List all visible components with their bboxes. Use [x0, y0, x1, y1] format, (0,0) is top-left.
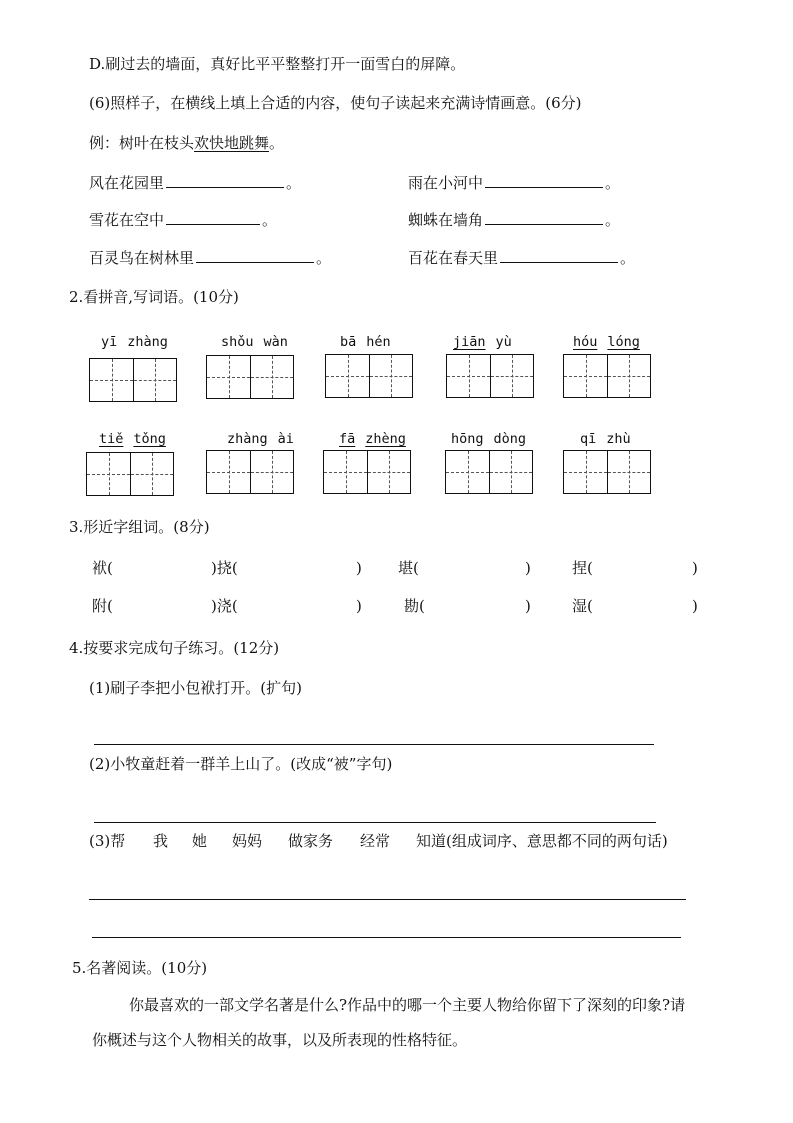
pinyin-syllable: shǒu	[221, 334, 254, 350]
example-prefix: 例：树叶在枝头	[89, 134, 195, 152]
q4-title: 4.按要求完成句子练习。(12分)	[69, 639, 280, 657]
q2-title: 2.看拼音,写词语。(10分)	[69, 288, 239, 306]
sentence-3-word: 我	[153, 832, 169, 850]
fill-item	[89, 173, 301, 193]
char-prompt: )	[525, 559, 531, 577]
answer-line[interactable]	[89, 899, 686, 900]
char-prompt: 附(	[92, 597, 113, 615]
pinyin-syllable: zhàng	[227, 431, 268, 447]
pinyin-syllable: wàn	[263, 334, 288, 350]
grid-cell[interactable]	[447, 355, 490, 397]
sentence-3-word: 知道(组成词序、意思都不同的两句话)	[416, 832, 668, 850]
writing-grid[interactable]	[89, 358, 177, 402]
char-prompt: )	[356, 597, 362, 615]
writing-grid[interactable]	[563, 354, 651, 398]
writing-grid[interactable]	[446, 354, 534, 398]
pinyin-syllable: zhù	[606, 431, 631, 447]
fill-item-end: 。	[262, 211, 278, 229]
grid-cell[interactable]	[369, 355, 412, 397]
fill-item	[89, 248, 331, 268]
example-sentence	[89, 133, 284, 153]
grid-cell[interactable]	[250, 451, 293, 493]
grid-cell[interactable]	[326, 355, 369, 397]
fill-item-text: 风在花园里	[89, 174, 165, 192]
grid-cell[interactable]	[564, 355, 607, 397]
pinyin-syllable: ài	[277, 431, 294, 447]
pinyin-syllable: fā	[339, 431, 356, 447]
pinyin-label	[227, 430, 304, 448]
char-prompt: 捏(	[572, 559, 593, 577]
grid-cell[interactable]	[207, 451, 250, 493]
char-prompt: )	[692, 559, 698, 577]
grid-cell[interactable]	[607, 355, 650, 397]
fill-blank[interactable]	[485, 210, 603, 225]
pinyin-label	[573, 333, 650, 351]
fill-blank[interactable]	[485, 173, 603, 188]
writing-grid[interactable]	[325, 354, 413, 398]
pinyin-syllable: lóng	[607, 334, 640, 350]
answer-line[interactable]	[94, 822, 656, 823]
grid-cell[interactable]	[489, 451, 532, 493]
pinyin-syllable: yù	[495, 334, 512, 350]
char-prompt: )	[525, 597, 531, 615]
pinyin-syllable: hōng	[451, 431, 484, 447]
writing-grid[interactable]	[563, 450, 651, 494]
answer-line[interactable]	[94, 744, 654, 745]
option-d: D.刷过去的墙面，真好比平平整整打开一面雪白的屏障。	[89, 55, 466, 73]
pinyin-syllable: tiě	[99, 431, 124, 447]
grid-cell[interactable]	[446, 451, 489, 493]
grid-cell[interactable]	[250, 356, 293, 398]
sub6-title: (6)照样子，在横线上填上合适的内容，使句子读起来充满诗情画意。(6分)	[89, 94, 582, 112]
writing-grid[interactable]	[323, 450, 411, 494]
grid-cell[interactable]	[133, 359, 176, 401]
fill-item	[408, 210, 620, 230]
char-prompt: 湿(	[572, 597, 593, 615]
writing-grid[interactable]	[206, 450, 294, 494]
pinyin-label	[101, 333, 178, 351]
fill-blank[interactable]	[196, 248, 314, 263]
grid-cell[interactable]	[90, 359, 133, 401]
char-prompt: 堪(	[398, 559, 419, 577]
q5-prompt-line-1: 你最喜欢的一部文学名著是什么?作品中的哪一个主要人物给你留下了深刻的印象?请	[129, 996, 686, 1014]
pinyin-syllable: tǒng	[133, 431, 166, 447]
fill-item	[408, 248, 635, 268]
sentence-3-word: 她	[192, 832, 208, 850]
grid-cell[interactable]	[564, 451, 607, 493]
char-prompt: )	[356, 559, 362, 577]
pinyin-syllable: hén	[366, 334, 391, 350]
fill-item	[408, 173, 620, 193]
q5-title: 5.名著阅读。(10分)	[72, 959, 208, 977]
writing-grid[interactable]	[445, 450, 533, 494]
grid-cell[interactable]	[490, 355, 533, 397]
q3-title: 3.形近字组词。(8分)	[69, 518, 210, 536]
pinyin-syllable: jiān	[453, 334, 486, 350]
pinyin-syllable: bā	[340, 334, 357, 350]
char-prompt: )	[692, 597, 698, 615]
fill-blank[interactable]	[500, 248, 618, 263]
fill-item-text: 百花在春天里	[408, 249, 499, 267]
pinyin-label	[340, 333, 401, 351]
sentence-3-word: 做家务	[288, 832, 334, 850]
pinyin-syllable: yī	[101, 334, 118, 350]
writing-grid[interactable]	[86, 452, 174, 496]
fill-item-text: 蜘蛛在墙角	[408, 211, 484, 229]
sentence-2: (2)小牧童赶着一群羊上山了。(改成“被”字句)	[89, 755, 393, 773]
fill-item-end: 。	[620, 249, 636, 267]
example-suffix: 。	[269, 134, 285, 152]
char-prompt: 勘(	[404, 597, 425, 615]
pinyin-label	[580, 430, 641, 448]
fill-item-text: 雨在小河中	[408, 174, 484, 192]
sentence-3-word: 经常	[360, 832, 391, 850]
sentence-1: (1)刷子李把小包袱打开。(扩句)	[89, 679, 302, 697]
pinyin-syllable: zhàng	[127, 334, 168, 350]
fill-blank[interactable]	[166, 210, 260, 225]
char-prompt: 袱(	[92, 559, 113, 577]
grid-cell[interactable]	[324, 451, 367, 493]
grid-cell[interactable]	[207, 356, 250, 398]
pinyin-label	[339, 430, 416, 448]
grid-cell[interactable]	[130, 453, 173, 495]
q5-prompt-line-2: 你概述与这个人物相关的故事，以及所表现的性格特征。	[92, 1031, 468, 1049]
pinyin-label	[99, 430, 176, 448]
char-prompt: )浇(	[211, 597, 238, 615]
fill-item-text: 百灵鸟在树林里	[89, 249, 195, 267]
fill-item-end: 。	[605, 174, 621, 192]
fill-item-end: 。	[605, 211, 621, 229]
grid-cell[interactable]	[367, 451, 410, 493]
pinyin-label	[453, 333, 522, 351]
pinyin-syllable: hóu	[573, 334, 598, 350]
pinyin-label	[451, 430, 536, 448]
pinyin-syllable: zhèng	[365, 431, 406, 447]
char-prompt: )挠(	[211, 559, 238, 577]
fill-item-end: 。	[316, 249, 332, 267]
fill-item	[89, 210, 277, 230]
grid-cell[interactable]	[87, 453, 130, 495]
pinyin-label	[221, 333, 298, 351]
writing-grid[interactable]	[206, 355, 294, 399]
fill-blank[interactable]	[166, 173, 284, 188]
fill-item-text: 雪花在空中	[89, 211, 165, 229]
sentence-3-word: 妈妈	[232, 832, 263, 850]
grid-cell[interactable]	[607, 451, 650, 493]
pinyin-syllable: dòng	[493, 431, 527, 447]
answer-line[interactable]	[92, 937, 681, 938]
pinyin-syllable: qī	[580, 431, 597, 447]
fill-item-end: 。	[286, 174, 302, 192]
sentence-3-word: (3)帮	[89, 832, 126, 850]
example-underlined: 欢快地跳舞	[194, 134, 270, 152]
